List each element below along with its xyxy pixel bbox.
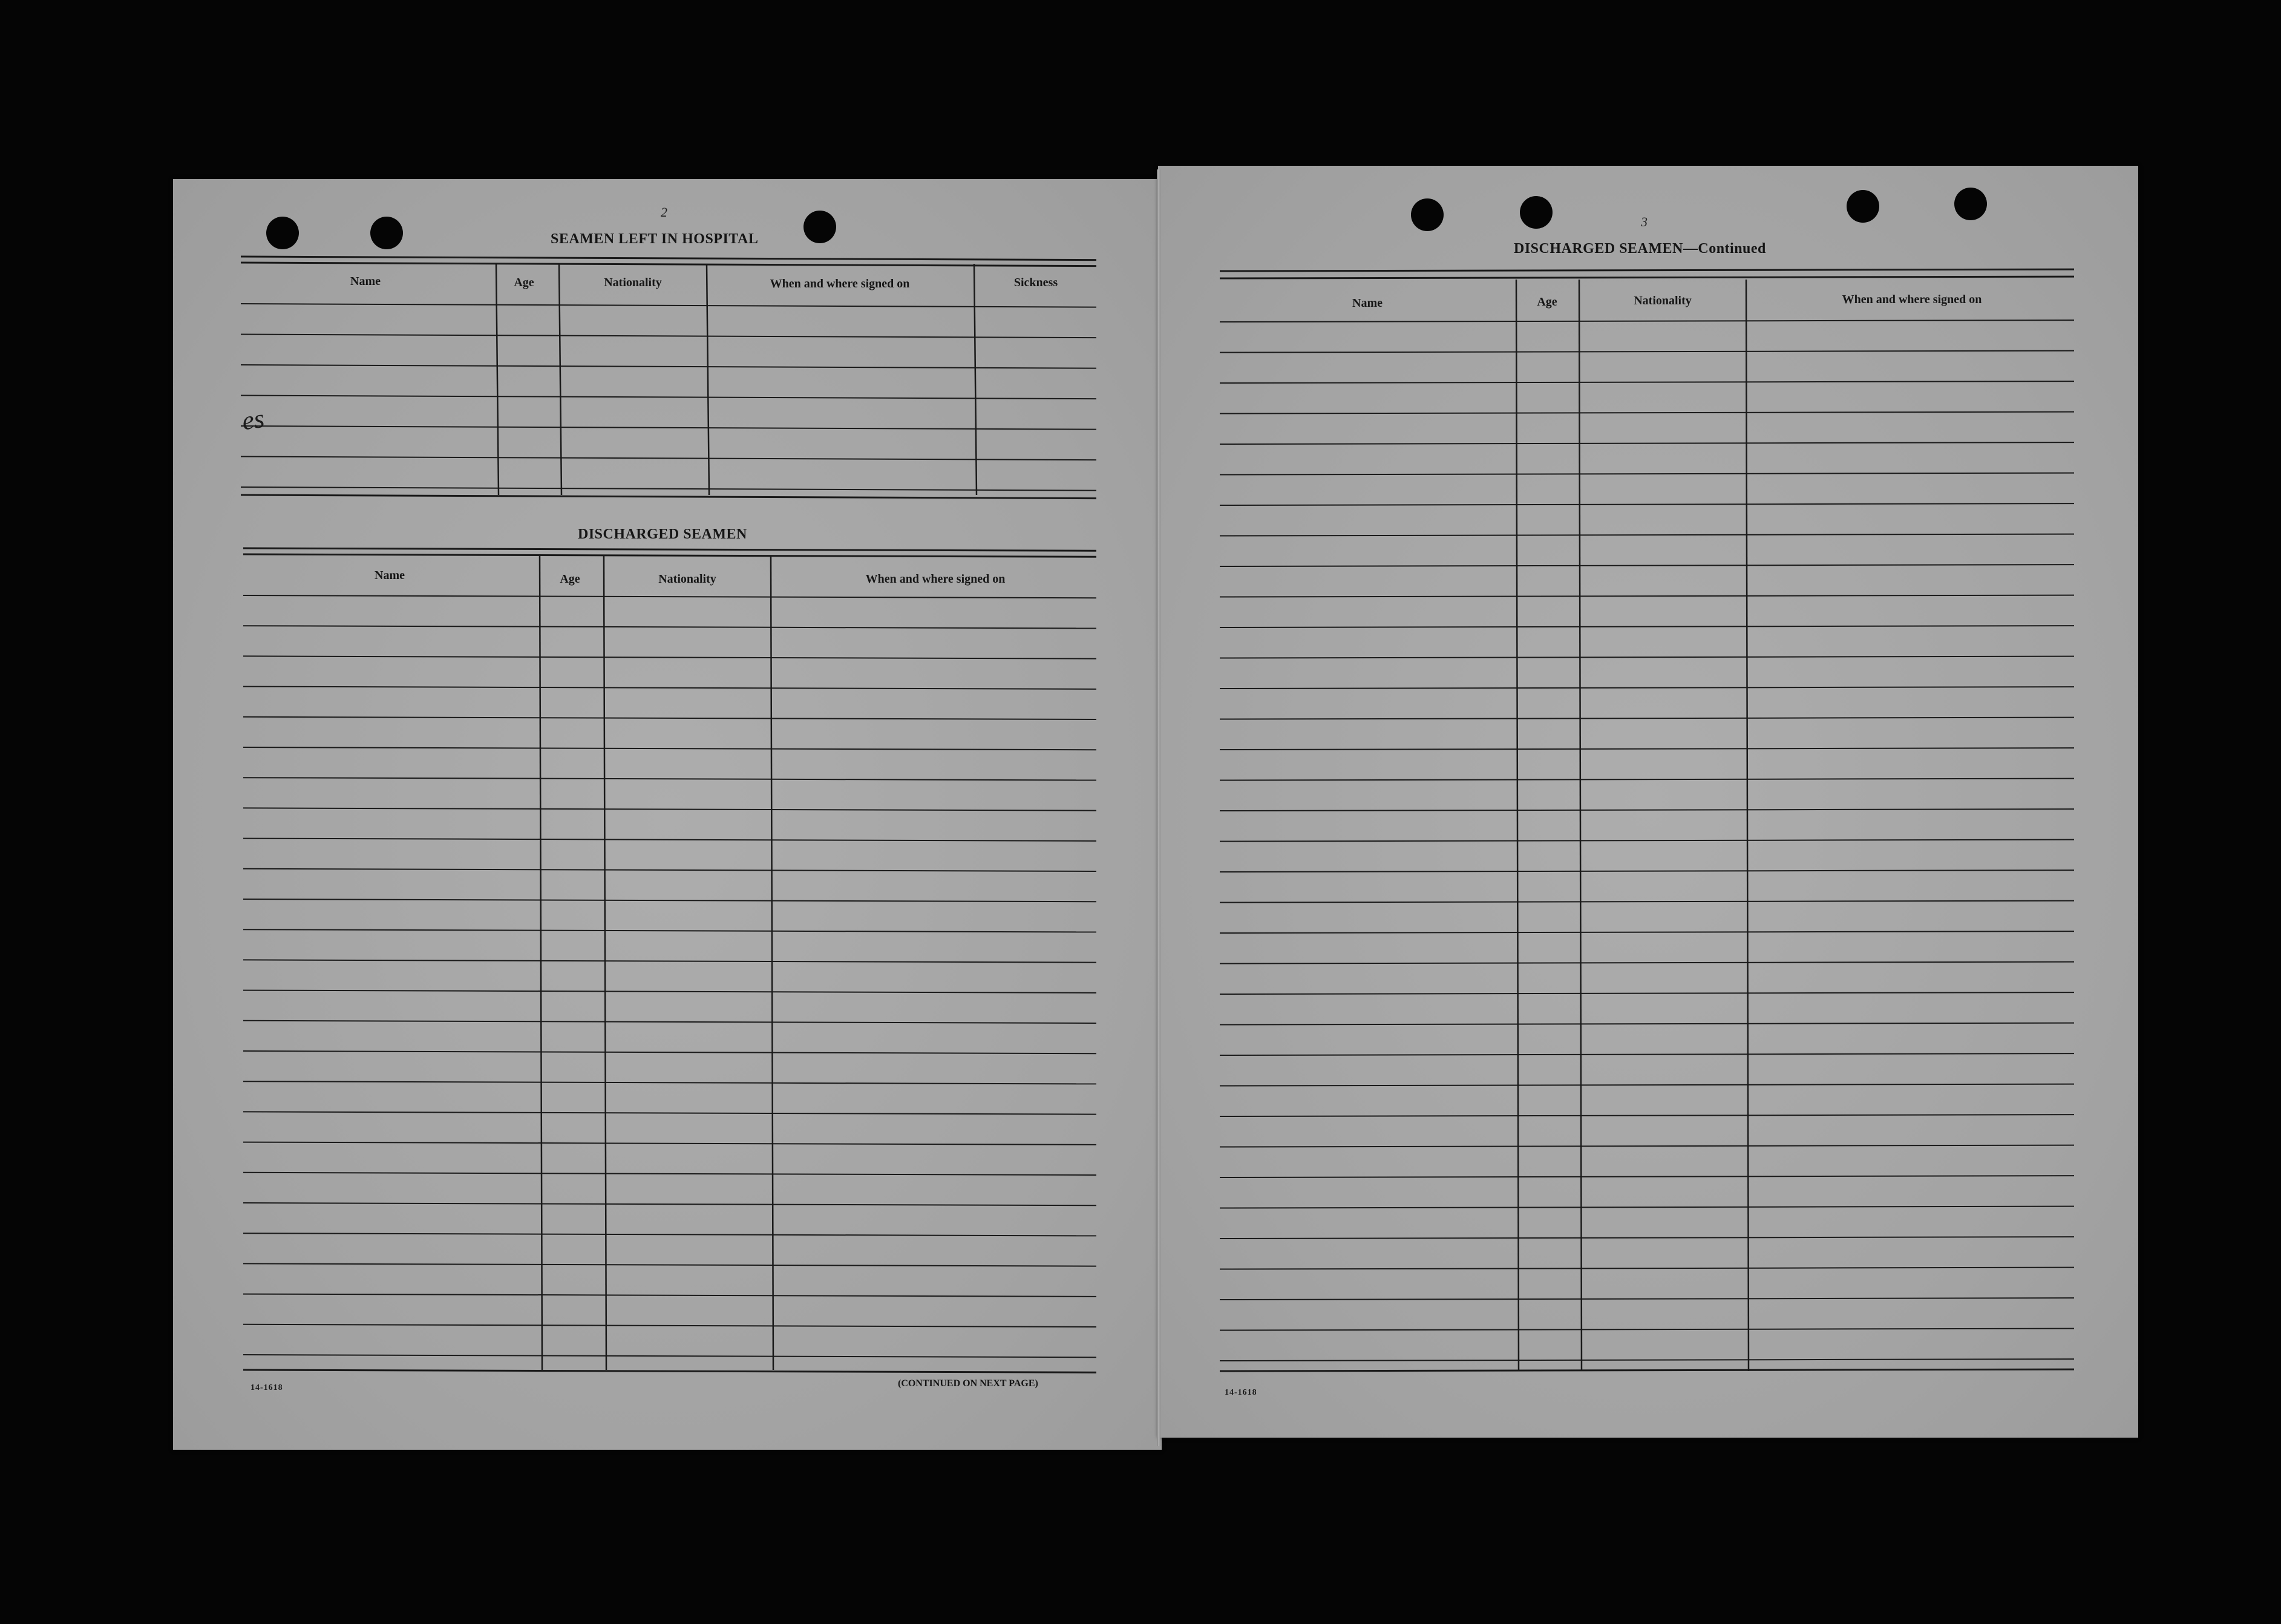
continued-table-row-rule <box>1220 626 2074 627</box>
form-number-right: 14-1618 <box>1225 1388 1257 1397</box>
discharged-table-row-rule <box>243 656 1096 658</box>
form-number-left: 14-1618 <box>250 1383 283 1392</box>
continued-table-top-rule <box>1220 277 2074 278</box>
hospital-table-col-rule <box>974 264 977 495</box>
continued-table-row-rule <box>1220 1023 2074 1025</box>
continued-table-row-rule <box>1220 1115 2074 1116</box>
discharged-table-row-rule <box>243 626 1096 628</box>
hospital-col-nationality: Nationality <box>604 276 662 289</box>
page-number-right: 3 <box>1641 214 1648 229</box>
discharged-table-row-rule <box>243 960 1096 962</box>
discharged-table-col-rule <box>771 555 773 1370</box>
discharged-table-row-rule <box>243 990 1096 993</box>
discharged-table-row-rule <box>243 1173 1096 1175</box>
continued-table-row-rule <box>1220 1359 2074 1361</box>
hospital-section-title: SEAMEN LEFT IN HOSPITAL <box>551 231 759 247</box>
discharged-table-row-rule <box>243 747 1096 750</box>
discharged-table-header-rule <box>243 595 1096 598</box>
discharged-table-col-rule <box>540 555 542 1370</box>
discharged-table-row-rule <box>243 1324 1096 1327</box>
continued-table-row-rule <box>1220 473 2074 475</box>
continued-col-nationality: Nationality <box>1634 294 1692 307</box>
hospital-col-age: Age <box>514 276 534 289</box>
discharged-table-row-rule <box>243 1203 1096 1205</box>
continued-table-row-rule <box>1220 1298 2074 1300</box>
continued-table-top-rule <box>1220 269 2074 271</box>
discharged-table-top-rule <box>243 548 1096 551</box>
discharged-table-row-rule <box>243 1355 1096 1357</box>
continued-table-row-rule <box>1220 779 2074 781</box>
hospital-col-name: Name <box>350 275 381 288</box>
hospital-col-signed-on: When and where signed on <box>770 277 910 290</box>
continued-table-row-rule <box>1220 1268 2074 1269</box>
discharged-col-name: Name <box>375 569 405 582</box>
hospital-table-row-rule <box>241 487 1096 491</box>
hospital-table-row-rule <box>241 365 1096 368</box>
continued-table-row-rule <box>1220 1237 2074 1239</box>
discharged-table-row-rule <box>243 839 1096 841</box>
continued-table-row-rule <box>1220 1176 2074 1177</box>
continued-table-row-rule <box>1220 595 2074 597</box>
continued-table-row-rule <box>1220 656 2074 658</box>
continued-table-row-rule <box>1220 718 2074 719</box>
continued-table-row-rule <box>1220 381 2074 383</box>
continued-table-row-rule <box>1220 870 2074 872</box>
hospital-table-header-rule <box>241 304 1096 307</box>
discharged-table-row-rule <box>243 717 1096 719</box>
page-number-left: 2 <box>661 205 667 220</box>
discharged-col-nationality: Nationality <box>658 572 716 586</box>
discharged-table-row-rule <box>243 899 1096 902</box>
hospital-table-top-rule <box>241 263 1096 266</box>
continued-table-row-rule <box>1220 442 2074 444</box>
hospital-table-top-rule <box>241 257 1096 260</box>
continued-table-row-rule <box>1220 534 2074 536</box>
discharged-table-row-rule <box>243 778 1096 780</box>
hospital-table-bottom-rule <box>241 495 1096 499</box>
continued-table-row-rule <box>1220 748 2074 750</box>
discharged-table-row-rule <box>243 929 1096 932</box>
continued-table-row-rule <box>1220 1207 2074 1208</box>
continued-table-row-rule <box>1220 1053 2074 1055</box>
continued-col-name: Name <box>1352 296 1383 310</box>
continued-table-row-rule <box>1220 840 2074 842</box>
discharged-table-row-rule <box>243 1081 1096 1084</box>
continued-table-row-rule <box>1220 351 2074 353</box>
continued-note: (CONTINUED ON NEXT PAGE) <box>898 1378 1038 1389</box>
continued-table-row-rule <box>1220 1329 2074 1331</box>
discharged-table-row-rule <box>243 1112 1096 1114</box>
discharged-table-top-rule <box>243 554 1096 557</box>
discharged-table-row-rule <box>243 1021 1096 1023</box>
continued-col-age: Age <box>1537 295 1557 309</box>
continued-table-row-rule <box>1220 809 2074 811</box>
discharged-table-row-rule <box>243 869 1096 871</box>
discharged-table-row-rule <box>243 1051 1096 1053</box>
continued-table-row-rule <box>1220 1145 2074 1147</box>
hospital-table-col-rule <box>559 264 561 495</box>
discharged-table-row-rule <box>243 808 1096 810</box>
continued-table-row-rule <box>1220 901 2074 903</box>
discharged-table-row-rule <box>243 1233 1096 1236</box>
continued-table-row-rule <box>1220 1084 2074 1086</box>
continued-table-row-rule <box>1220 412 2074 414</box>
discharged-continued-title: DISCHARGED SEAMEN—Continued <box>1514 241 1766 257</box>
discharged-table-row-rule <box>243 1294 1096 1297</box>
continued-table-row-rule <box>1220 565 2074 566</box>
continued-table-header-rule <box>1220 320 2074 322</box>
hospital-col-sickness: Sickness <box>1013 276 1058 289</box>
discharged-table-row-rule <box>243 687 1096 689</box>
continued-table-row-rule <box>1220 962 2074 964</box>
continued-table-row-rule <box>1220 503 2074 505</box>
hospital-table-col-rule <box>707 264 709 495</box>
continued-table-row-rule <box>1220 687 2074 689</box>
discharged-col-age: Age <box>560 572 580 586</box>
continued-table-row-rule <box>1220 931 2074 933</box>
hospital-table-row-rule <box>241 335 1096 338</box>
discharged-section-title: DISCHARGED SEAMEN <box>578 526 747 542</box>
hospital-table-row-rule <box>241 426 1096 430</box>
discharged-table-row-rule <box>243 1142 1096 1145</box>
continued-table-row-rule <box>1220 992 2074 994</box>
discharged-table-col-rule <box>604 555 606 1370</box>
continued-col-signed-on: When and where signed on <box>1842 293 1982 306</box>
hospital-table-col-rule <box>496 264 499 495</box>
discharged-table-row-rule <box>243 1263 1096 1266</box>
hospital-table-row-rule <box>241 457 1096 460</box>
handwritten-mark: es <box>240 403 266 436</box>
discharged-col-signed-on: When and where signed on <box>865 572 1006 586</box>
continued-table-bottom-rule <box>1220 1369 2074 1371</box>
hospital-table-row-rule <box>241 396 1096 399</box>
discharged-table-bottom-rule <box>243 1370 1096 1372</box>
